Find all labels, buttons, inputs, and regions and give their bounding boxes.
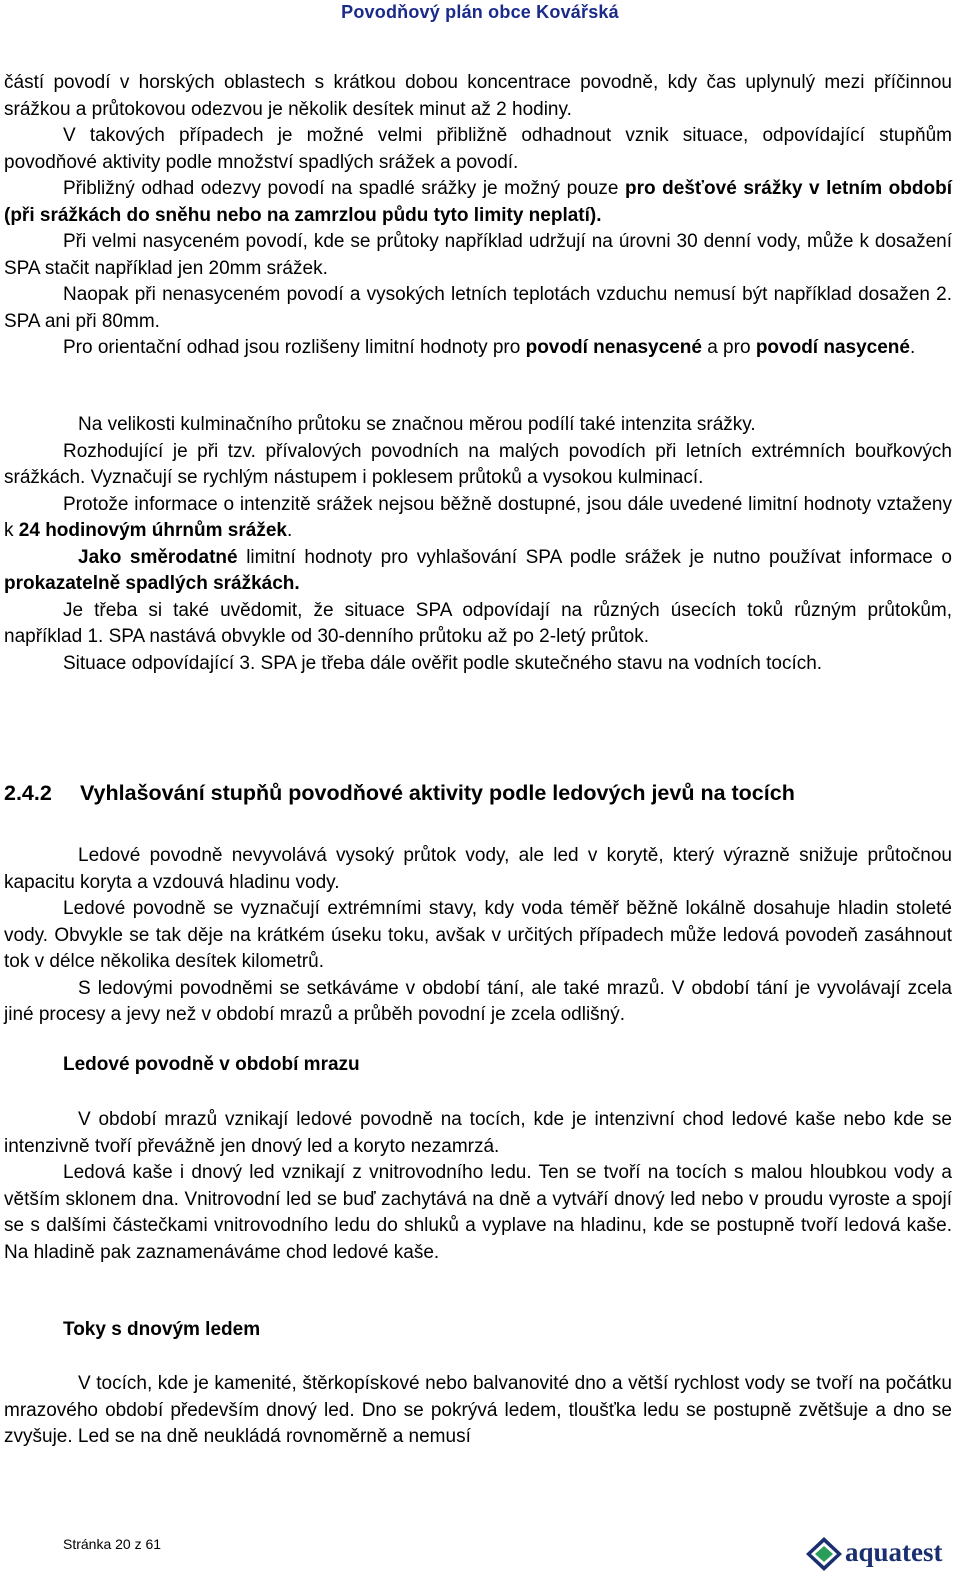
logo-text: aquatest — [845, 1537, 943, 1567]
paragraph: Situace odpovídající 3. SPA je třeba dále ověřit podle skutečného stavu na vodních tocích. — [63, 652, 823, 674]
body-block-5 — [4, 1371, 952, 1451]
subheading-block — [4, 1052, 952, 1079]
section-number: 2.4.2 — [4, 781, 52, 805]
paragraph: Rozhodující je při tzv. přívalových povodních na malých povodích při letních extrémních bouřkových srážkách. Vyznačují se rychlým nástupem i poklesem průtoků a vysokou kulminací. — [4, 440, 952, 488]
logo-mark-icon — [805, 1536, 843, 1572]
paragraph: V tocích, kde je kamenité, štěrkopískové nebo balvanovité dno a větší rychlost vody se tvoří na počátku mrazového období především dnový led. Dno se pokrývá ledem, tloušťka ledu se postupně zvětšuje a dno se zvyšuje. Led se na dně neukládá rovnoměrně a nemusí — [4, 1373, 952, 1447]
body-block-1 — [4, 70, 952, 362]
paragraph: Protože informace o intenzitě srážek nejsou běžně dostupné, jsou dále uvedené limitní hodnoty vztaženy k 24 hodinovým úhrnům srážek. — [4, 493, 952, 541]
paragraph: Je třeba si také uvědomit, že situace SPA odpovídají na různých úsecích toků různým průtokům, například 1. SPA nastává obvykle od 30-denního průtoku až po 2-letý průtok. — [4, 599, 952, 647]
section-title: Vyhlašování stupňů povodňové aktivity podle ledových jevů na tocích — [80, 781, 795, 805]
section-heading — [4, 780, 952, 807]
paragraph: Na velikosti kulminačního průtoku se značnou měrou podílí také intenzita srážky. — [78, 414, 756, 435]
paragraph: V období mrazů vznikají ledové povodně na tocích, kde je intenzivní chod ledové kaše nebo kde se intenzivně tvoří převážně jen dnový led a koryto nezamrzá. — [4, 1109, 952, 1157]
paragraph: Při velmi nasyceném povodí, kde se průtoky například udržují na úrovni 30 denní vody, může k dosažení SPA stačit například jen 20mm srážek. — [4, 231, 952, 279]
paragraph: Ledové povodně se vyznačují extrémními stavy, kdy voda téměř běžně lokálně dosahuje hladin stoleté vody. Obvykle se tak děje na krátkém úseku toku, avšak v určitých případech může ledová povodeň zasáhnout tok v délce několika desítek kilometrů. — [4, 898, 952, 972]
page-header-title: Povodňový plán obce Kovářská — [341, 2, 619, 22]
body-block-3 — [4, 843, 952, 1029]
page-number: Stránka 20 z 61 — [63, 1536, 162, 1552]
paragraph: částí povodí v horských oblastech s krátkou dobou koncentrace povodně, kdy čas uplynulý mezi příčinnou srážkou a průtokovou odezvou je několik desítek minut až 2 hodiny. — [4, 72, 952, 120]
paragraph: Přibližný odhad odezvy povodí na spadlé srážky je možný pouze pro dešťové srážky v letním období (při srážkách do sněhu nebo na zamrzlou půdu tyto limity neplatí). — [4, 178, 952, 226]
body-block-2 — [4, 412, 952, 677]
subheading-block — [4, 1317, 952, 1344]
paragraph: Ledová kaše i dnový led vznikají z vnitrovodního ledu. Ten se tvoří na tocích s malou hloubkou vody a větším sklonem dna. Vnitrovodní led se buď zachytává na dně a vytváří dnový led nebo v proudu vyroste a spojí se s dalšími částečkami vnitrovodního ledu do shluků a vyplave na hladinu, kde se postupně tvoří ledová kaše. Na hladině pak zaznamenáváme chod ledové kaše. — [4, 1162, 952, 1263]
paragraph: Ledové povodně nevyvolává vysoký průtok vody, ale led v korytě, který výrazně snižuje průtočnou kapacitu koryta a vzdouvá hladinu vody. — [4, 845, 952, 893]
aquatest-logo — [805, 1534, 955, 1574]
subheading: Toky s dnovým ledem — [63, 1319, 261, 1340]
paragraph: Naopak při nenasyceném povodí a vysokých letních teplotách vzduchu nemusí být například dosažen 2. SPA ani při 80mm. — [4, 284, 952, 332]
paragraph: S ledovými povodněmi se setkáváme v období tání, ale také mrazů. V období tání je vyvolávají zcela jiné procesy a jevy než v období mrazů a průběh povodní je zcela odlišný. — [4, 977, 952, 1025]
subheading: Ledové povodně v období mrazu — [63, 1054, 360, 1075]
paragraph: V takových případech je možné velmi přibližně odhadnout vznik situace, odpovídající stupňům povodňové aktivity podle množství spadlých srážek a povodí. — [4, 125, 952, 173]
body-block-4 — [4, 1107, 952, 1266]
paragraph: Jako směrodatné limitní hodnoty pro vyhlašování SPA podle srážek je nutno používat informace o prokazatelně spadlých srážkách. — [4, 546, 952, 594]
paragraph: Pro orientační odhad jsou rozlišeny limitní hodnoty pro povodí nenasycené a pro povodí nasycené. — [63, 337, 916, 358]
